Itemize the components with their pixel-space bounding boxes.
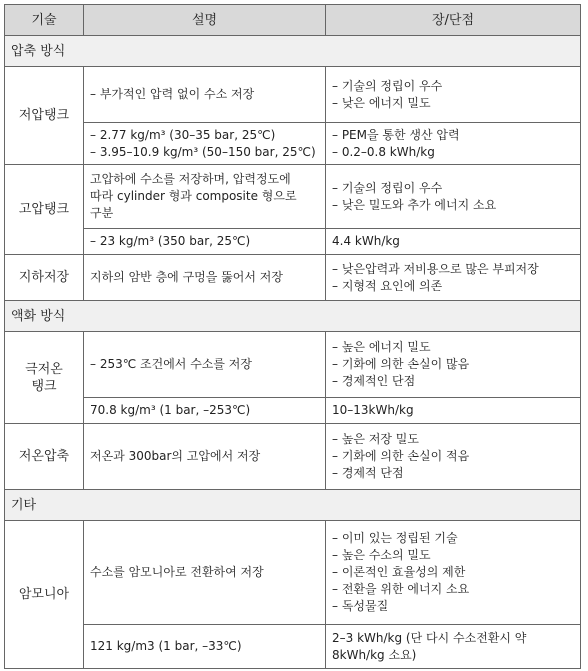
table-row: [5, 165, 581, 229]
description-cell: – 부가적인 압력 없이 수소 저장: [84, 67, 326, 123]
tech-name-high-pressure: 고압탱크: [5, 165, 84, 255]
section-row-other: [5, 490, 581, 521]
spec-cell: – 23 kg/m³ (350 bar, 25℃): [84, 229, 326, 255]
description-cell: 지하의 암반 층에 구멍을 뚫어서 저장: [84, 255, 326, 301]
description-cell: – 253℃ 조건에서 수소를 저장: [84, 332, 326, 398]
table-row: [5, 398, 581, 424]
tech-name-underground: 지하저장: [5, 255, 84, 301]
table-row: [5, 625, 581, 669]
pros-cons-cell: – 높은 에너지 밀도 – 기화에 의한 손실이 많음 – 경제적인 단점: [326, 332, 581, 398]
metric-cell: 10–13kWh/kg: [326, 398, 581, 424]
pros-cons-cell: – 낮은압력과 저비용으로 많은 부피저장 – 지형적 요인에 의존: [326, 255, 581, 301]
table-header-row: [5, 5, 581, 36]
section-title-other: 기타: [5, 490, 581, 521]
tech-name-ammonia: 암모니아: [5, 521, 84, 669]
description-cell: 저온과 300bar의 고압에서 저장: [84, 424, 326, 490]
spec-cell: – 2.77 kg/m³ (30–35 bar, 25℃) – 3.95–10.9 kg/m³ (50–150 bar, 25℃): [84, 123, 326, 165]
table-row: [5, 255, 581, 301]
metric-cell: 2–3 kWh/kg (단 다시 수소전환시 약 8kWh/kg 소요): [326, 625, 581, 669]
storage-comparison-table: [4, 4, 581, 669]
section-row-compression: [5, 36, 581, 67]
metric-cell: 4.4 kWh/kg: [326, 229, 581, 255]
tech-name-low-pressure: 저압탱크: [5, 67, 84, 165]
table-row: [5, 521, 581, 625]
table-row: [5, 123, 581, 165]
table-row: [5, 229, 581, 255]
section-row-liquefaction: [5, 301, 581, 332]
table-row: [5, 67, 581, 123]
section-title-liquefaction: 액화 방식: [5, 301, 581, 332]
description-cell: 고압하에 수소를 저장하며, 압력정도에 따라 cylinder 형과 composite 형으로 구분: [84, 165, 326, 229]
header-pros-cons: 장/단점: [326, 5, 581, 36]
pros-cons-cell: – 이미 있는 정립된 기술 – 높은 수소의 밀도 – 이론적인 효율성의 제한 – 전환을 위한 에너지 소요 – 독성물질: [326, 521, 581, 625]
pros-cons-cell: – 높은 저장 밀도 – 기화에 의한 손실이 적음 – 경제적 단점: [326, 424, 581, 490]
pros-cons-cell: – 기술의 정립이 우수 – 낮은 밀도와 추가 에너지 소요: [326, 165, 581, 229]
section-title-compression: 압축 방식: [5, 36, 581, 67]
tech-name-cryo-compressed: 저온압축: [5, 424, 84, 490]
spec-cell: 70.8 kg/m³ (1 bar, –253℃): [84, 398, 326, 424]
header-technology: 기술: [5, 5, 84, 36]
table-row: [5, 332, 581, 398]
description-cell: 수소를 암모니아로 전환하여 저장: [84, 521, 326, 625]
tech-name-cryogenic: 극저온 탱크: [5, 332, 84, 424]
table-row: [5, 424, 581, 490]
metric-cell: – PEM을 통한 생산 압력 – 0.2–0.8 kWh/kg: [326, 123, 581, 165]
pros-cons-cell: – 기술의 정립이 우수 – 낮은 에너지 밀도: [326, 67, 581, 123]
spec-cell: 121 kg/m3 (1 bar, –33℃): [84, 625, 326, 669]
header-description: 설명: [84, 5, 326, 36]
